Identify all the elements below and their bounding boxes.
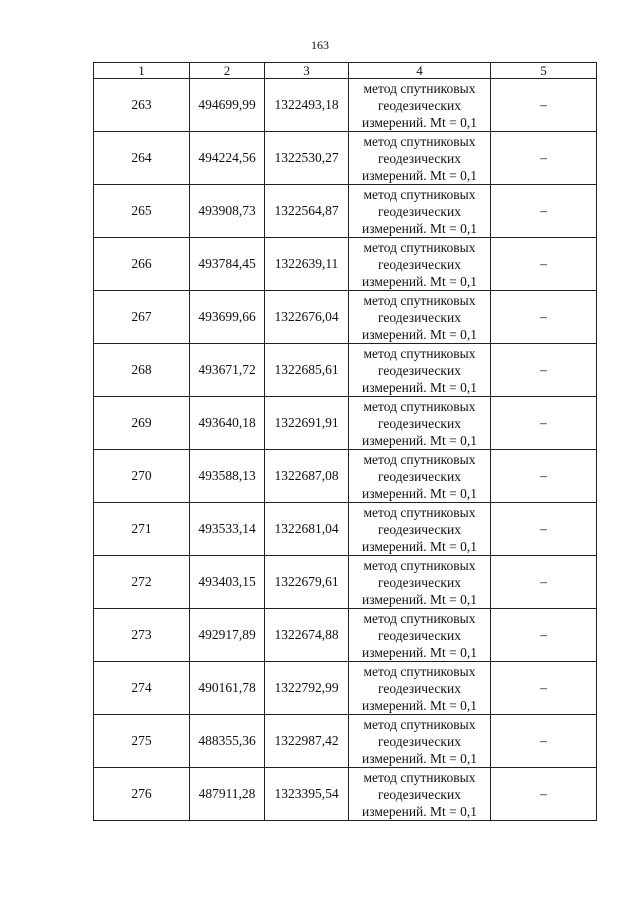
method-cell xyxy=(349,79,491,132)
table-row xyxy=(94,609,597,662)
point-number-cell: 274 xyxy=(94,662,190,715)
y-coordinate-cell: 1322564,87 xyxy=(265,185,349,238)
method-text-line: метод спутниковых xyxy=(363,716,476,732)
method-cell xyxy=(349,503,491,556)
note-cell: – xyxy=(491,397,597,450)
method-text-line: измерений. Mt = 0,1 xyxy=(361,167,478,183)
method-text-line: измерений. Mt = 0,1 xyxy=(361,326,478,342)
note-cell: – xyxy=(491,132,597,185)
table-body xyxy=(94,79,597,821)
method-text-line: геодезических xyxy=(378,733,461,749)
method-text-line: геодезических xyxy=(378,362,461,378)
coordinates-table xyxy=(93,62,597,821)
method-text-line: измерений. Mt = 0,1 xyxy=(361,538,478,554)
y-coordinate-cell: 1322676,04 xyxy=(265,291,349,344)
point-number-cell: 271 xyxy=(94,503,190,556)
column-header: 3 xyxy=(265,63,349,79)
point-number-cell: 275 xyxy=(94,715,190,768)
note-cell: – xyxy=(491,556,597,609)
method-text-line: геодезических xyxy=(378,468,461,484)
method-text-line: метод спутниковых xyxy=(363,557,476,573)
method-text-line: измерений. Mt = 0,1 xyxy=(361,697,478,713)
note-cell: – xyxy=(491,609,597,662)
note-cell: – xyxy=(491,291,597,344)
note-cell: – xyxy=(491,503,597,556)
method-cell xyxy=(349,185,491,238)
note-cell: – xyxy=(491,344,597,397)
x-coordinate-cell: 493671,72 xyxy=(190,344,265,397)
method-cell xyxy=(349,768,491,821)
method-text-line: геодезических xyxy=(378,521,461,537)
table-row xyxy=(94,503,597,556)
method-text-line: измерений. Mt = 0,1 xyxy=(361,750,478,766)
point-number-cell: 265 xyxy=(94,185,190,238)
point-number-cell: 276 xyxy=(94,768,190,821)
column-header: 1 xyxy=(94,63,190,79)
x-coordinate-cell: 490161,78 xyxy=(190,662,265,715)
x-coordinate-cell: 492917,89 xyxy=(190,609,265,662)
note-cell: – xyxy=(491,715,597,768)
note-cell: – xyxy=(491,662,597,715)
method-text-line: геодезических xyxy=(378,680,461,696)
method-text-line: геодезических xyxy=(378,415,461,431)
table-row xyxy=(94,344,597,397)
x-coordinate-cell: 494224,56 xyxy=(190,132,265,185)
table-row xyxy=(94,238,597,291)
method-text-line: метод спутниковых xyxy=(363,398,476,414)
note-cell: – xyxy=(491,450,597,503)
y-coordinate-cell: 1322679,61 xyxy=(265,556,349,609)
point-number-cell: 263 xyxy=(94,79,190,132)
method-text-line: измерений. Mt = 0,1 xyxy=(361,803,478,819)
method-cell xyxy=(349,344,491,397)
x-coordinate-cell: 493640,18 xyxy=(190,397,265,450)
table-row xyxy=(94,185,597,238)
method-text-line: измерений. Mt = 0,1 xyxy=(361,591,478,607)
y-coordinate-cell: 1322681,04 xyxy=(265,503,349,556)
method-cell xyxy=(349,609,491,662)
method-cell xyxy=(349,715,491,768)
method-text-line: измерений. Mt = 0,1 xyxy=(361,485,478,501)
table-row xyxy=(94,291,597,344)
method-text-line: геодезических xyxy=(378,203,461,219)
point-number-cell: 272 xyxy=(94,556,190,609)
page-number: 163 xyxy=(311,38,329,52)
y-coordinate-cell: 1322674,88 xyxy=(265,609,349,662)
method-cell xyxy=(349,291,491,344)
table-row xyxy=(94,768,597,821)
method-text-line: геодезических xyxy=(378,786,461,802)
x-coordinate-cell: 493403,15 xyxy=(190,556,265,609)
column-header: 2 xyxy=(190,63,265,79)
x-coordinate-cell: 494699,99 xyxy=(190,79,265,132)
point-number-cell: 264 xyxy=(94,132,190,185)
table-row xyxy=(94,132,597,185)
method-text-line: метод спутниковых xyxy=(363,610,476,626)
method-cell xyxy=(349,556,491,609)
note-cell: – xyxy=(491,185,597,238)
x-coordinate-cell: 493908,73 xyxy=(190,185,265,238)
method-text-line: измерений. Mt = 0,1 xyxy=(361,273,478,289)
method-text-line: измерений. Mt = 0,1 xyxy=(361,644,478,660)
method-cell xyxy=(349,450,491,503)
method-text-line: геодезических xyxy=(378,309,461,325)
column-header: 4 xyxy=(349,63,491,79)
method-cell xyxy=(349,132,491,185)
point-number-cell: 267 xyxy=(94,291,190,344)
point-number-cell: 270 xyxy=(94,450,190,503)
note-cell: – xyxy=(491,768,597,821)
method-text-line: метод спутниковых xyxy=(363,663,476,679)
y-coordinate-cell: 1322687,08 xyxy=(265,450,349,503)
y-coordinate-cell: 1322639,11 xyxy=(265,238,349,291)
column-header: 5 xyxy=(491,63,597,79)
method-text-line: метод спутниковых xyxy=(363,451,476,467)
x-coordinate-cell: 493588,13 xyxy=(190,450,265,503)
x-coordinate-cell: 487911,28 xyxy=(190,768,265,821)
note-cell: – xyxy=(491,79,597,132)
y-coordinate-cell: 1322685,61 xyxy=(265,344,349,397)
point-number-cell: 268 xyxy=(94,344,190,397)
x-coordinate-cell: 493533,14 xyxy=(190,503,265,556)
method-text-line: геодезических xyxy=(378,574,461,590)
table-row xyxy=(94,662,597,715)
header-row xyxy=(94,63,597,79)
method-text-line: метод спутниковых xyxy=(363,504,476,520)
x-coordinate-cell: 493699,66 xyxy=(190,291,265,344)
method-cell xyxy=(349,397,491,450)
y-coordinate-cell: 1322792,99 xyxy=(265,662,349,715)
table-row xyxy=(94,556,597,609)
method-text-line: геодезических xyxy=(378,627,461,643)
table-row xyxy=(94,79,597,132)
method-text-line: метод спутниковых xyxy=(363,133,476,149)
method-text-line: измерений. Mt = 0,1 xyxy=(361,220,478,236)
point-number-cell: 269 xyxy=(94,397,190,450)
method-text-line: измерений. Mt = 0,1 xyxy=(361,114,478,130)
method-text-line: метод спутниковых xyxy=(363,186,476,202)
point-number-cell: 266 xyxy=(94,238,190,291)
method-text-line: метод спутниковых xyxy=(363,769,476,785)
x-coordinate-cell: 488355,36 xyxy=(190,715,265,768)
table-row xyxy=(94,715,597,768)
method-text-line: геодезических xyxy=(378,256,461,272)
method-text-line: геодезических xyxy=(378,97,461,113)
method-text-line: измерений. Mt = 0,1 xyxy=(361,379,478,395)
method-text-line: метод спутниковых xyxy=(363,292,476,308)
table-row xyxy=(94,450,597,503)
method-text-line: метод спутниковых xyxy=(363,80,476,96)
method-cell xyxy=(349,662,491,715)
point-number-cell: 273 xyxy=(94,609,190,662)
y-coordinate-cell: 1323395,54 xyxy=(265,768,349,821)
method-text-line: геодезических xyxy=(378,150,461,166)
method-cell xyxy=(349,238,491,291)
table-row xyxy=(94,397,597,450)
y-coordinate-cell: 1322691,91 xyxy=(265,397,349,450)
y-coordinate-cell: 1322987,42 xyxy=(265,715,349,768)
method-text-line: метод спутниковых xyxy=(363,345,476,361)
y-coordinate-cell: 1322493,18 xyxy=(265,79,349,132)
method-text-line: метод спутниковых xyxy=(363,239,476,255)
method-text-line: измерений. Mt = 0,1 xyxy=(361,432,478,448)
y-coordinate-cell: 1322530,27 xyxy=(265,132,349,185)
x-coordinate-cell: 493784,45 xyxy=(190,238,265,291)
note-cell: – xyxy=(491,238,597,291)
